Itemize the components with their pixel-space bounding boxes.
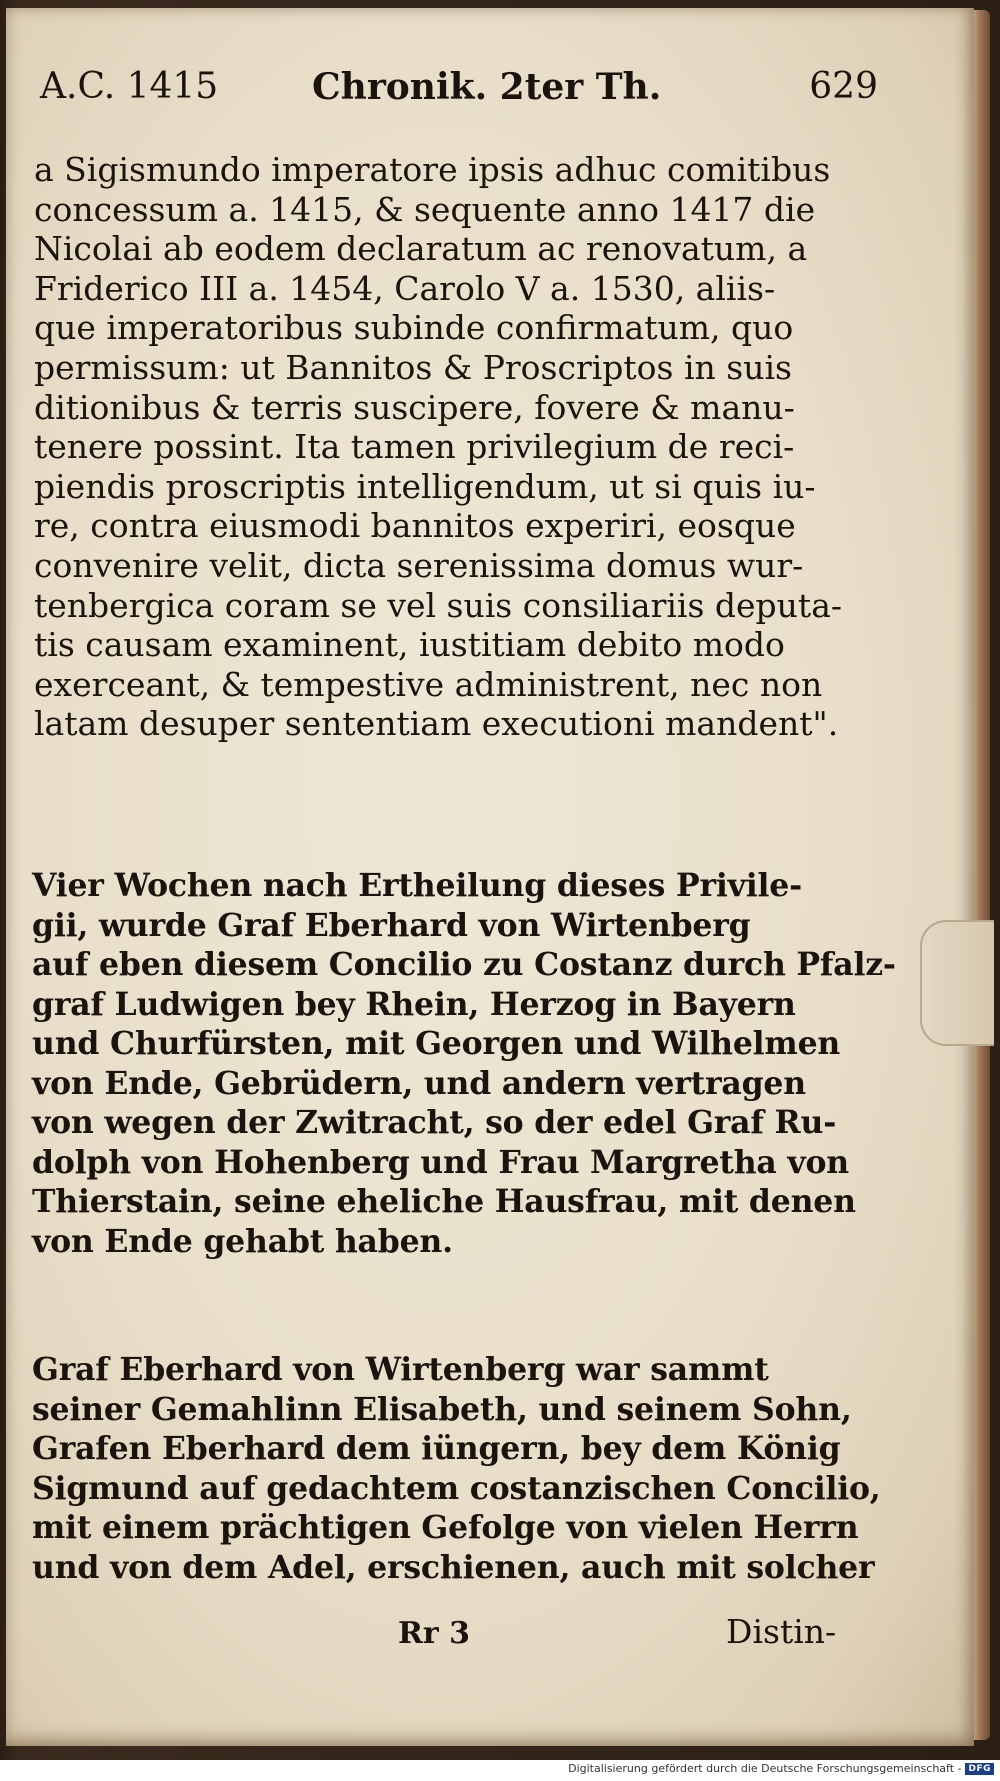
- text-line: Nicolai ab eodem declaratum ac renovatum, a: [34, 229, 808, 269]
- text-line: dolph von Hohenberg und Frau Margretha von: [32, 1143, 850, 1181]
- text-line: tis causam examinent, iustitiam debito modo: [34, 625, 785, 665]
- text-line: seiner Gemahlinn Elisabeth, und seinem Sohn,: [32, 1390, 852, 1428]
- page-number: 629: [809, 66, 878, 107]
- text-line: von Ende gehabt haben.: [32, 1222, 453, 1260]
- dfg-logo: DFG: [965, 1763, 994, 1775]
- book-page: [6, 8, 974, 1746]
- latin-paragraph: [34, 150, 859, 744]
- text-line: permissum: ut Bannitos & Proscriptos in suis: [34, 347, 792, 387]
- german-paragraph-2: [32, 1350, 881, 1587]
- text-line: graf Ludwigen bey Rhein, Herzog in Bayern: [32, 985, 796, 1023]
- text-line: Sigmund auf gedachtem costanzischen Concilio,: [32, 1469, 881, 1507]
- text-line: piendis proscriptis intelligendum, ut si quis iu-: [34, 466, 816, 506]
- catchword: Distin-: [726, 1612, 837, 1651]
- text-line: re, contra eiusmodi bannitos experiri, eosque: [34, 506, 796, 546]
- text-line: latam desuper sententiam executioni mandent".: [34, 704, 839, 744]
- text-line: tenbergica coram se vel suis consiliariis deputa-: [34, 585, 843, 625]
- running-header: [40, 66, 878, 116]
- text-line: exerceant, & tempestive administrent, nec non: [34, 664, 823, 704]
- text-line: Grafen Eberhard dem iüngern, bey dem König: [32, 1430, 841, 1467]
- page-clip-tab: [920, 920, 994, 1046]
- text-line: von Ende, Gebrüdern, und andern vertragen: [32, 1064, 806, 1102]
- text-line: concessum a. 1415, & sequente anno 1417 die: [34, 189, 816, 229]
- text-line: que imperatoribus subinde confirmatum, quo: [34, 308, 794, 348]
- text-line: Vier Wochen nach Ertheilung dieses Privile-: [32, 867, 802, 904]
- text-line: ditionibus & terris suscipere, fovere & manu-: [34, 387, 795, 427]
- text-line: tenere possint. Ita tamen privilegium de reci-: [34, 427, 795, 467]
- text-line: Friderico III a. 1454, Carolo V a. 1530, aliis-: [34, 268, 776, 308]
- digitization-footer: [568, 1762, 994, 1775]
- text-line: mit einem prächtigen Gefolge von vielen Herrn: [32, 1509, 859, 1546]
- text-line: von wegen der Zwitracht, so der edel Graf Ru-: [32, 1104, 837, 1141]
- text-line: gii, wurde Graf Eberhard von Wirtenberg: [32, 906, 751, 944]
- text-line: auf eben diesem Concilio zu Costanz durch Pfalz-: [32, 946, 896, 983]
- text-line: a Sigismundo imperatore ipsis adhuc comitibus: [34, 150, 831, 189]
- header-year: A.C. 1415: [40, 66, 219, 107]
- header-title: Chronik. 2ter Th.: [312, 66, 662, 108]
- text-line: und Churfürsten, mit Georgen und Wilhelmen: [32, 1025, 841, 1062]
- text-line: und von dem Adel, erschienen, auch mit solcher: [32, 1548, 875, 1586]
- text-line: Thierstain, seine eheliche Hausfrau, mit denen: [32, 1183, 856, 1220]
- signature-mark: Rr 3: [398, 1616, 471, 1651]
- text-line: Graf Eberhard von Wirtenberg war sammt: [32, 1351, 769, 1388]
- german-paragraph-1: [32, 866, 896, 1261]
- text-line: convenire velit, dicta serenissima domus wur-: [34, 545, 804, 585]
- footer-credit-text: Digitalisierung gefördert durch die Deutsche Forschungsgemeinschaft -: [568, 1762, 962, 1775]
- page-edge: [972, 10, 990, 1740]
